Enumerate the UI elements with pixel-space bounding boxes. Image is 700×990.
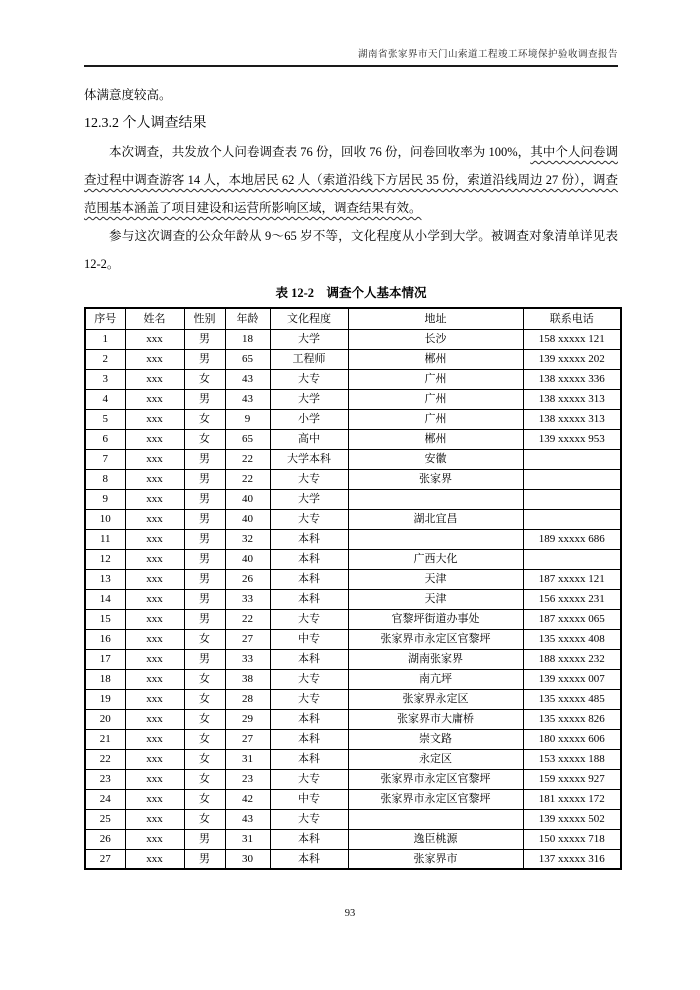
table-cell: 本科 — [270, 649, 348, 669]
table-cell: 187 xxxxx 065 — [523, 609, 621, 629]
table-cell: 本科 — [270, 529, 348, 549]
table-cell: xxx — [125, 829, 184, 849]
table-cell: 女 — [184, 729, 225, 749]
table-cell: 张家界永定区 — [348, 689, 523, 709]
table-cell: 男 — [184, 489, 225, 509]
table-cell: 高中 — [270, 429, 348, 449]
table-cell: xxx — [125, 789, 184, 809]
table-cell: 40 — [225, 509, 270, 529]
table-row — [85, 549, 621, 569]
table-cell: 大学本科 — [270, 449, 348, 469]
table-cell: 湖北宜昌 — [348, 509, 523, 529]
table-cell: 189 xxxxx 686 — [523, 529, 621, 549]
table-cell: 33 — [225, 589, 270, 609]
table-cell: 137 xxxxx 316 — [523, 849, 621, 869]
table-cell: 14 — [85, 589, 125, 609]
table-cell: 40 — [225, 549, 270, 569]
paragraph-survey-stats — [84, 138, 618, 222]
table-cell: 180 xxxxx 606 — [523, 729, 621, 749]
table-cell: 女 — [184, 789, 225, 809]
table-cell: 187 xxxxx 121 — [523, 569, 621, 589]
table-cell: 22 — [85, 749, 125, 769]
table-cell: xxx — [125, 809, 184, 829]
table-cell: 12 — [85, 549, 125, 569]
table-cell: 150 xxxxx 718 — [523, 829, 621, 849]
table-cell: 15 — [85, 609, 125, 629]
table-cell: 官黎坪街道办事处 — [348, 609, 523, 629]
table-row — [85, 769, 621, 789]
table-cell: 男 — [184, 529, 225, 549]
table-cell: 6 — [85, 429, 125, 449]
table-row — [85, 329, 621, 349]
table-cell: 139 xxxxx 953 — [523, 429, 621, 449]
table-cell: 男 — [184, 609, 225, 629]
table-cell: 工程师 — [270, 349, 348, 369]
table-cell: 女 — [184, 669, 225, 689]
table-row — [85, 849, 621, 869]
table-row — [85, 729, 621, 749]
table-cell: 男 — [184, 509, 225, 529]
column-header: 序号 — [85, 308, 125, 329]
table-row — [85, 429, 621, 449]
table-cell: 本科 — [270, 729, 348, 749]
running-header: 湖南省张家界市天门山索道工程竣工环境保护验收调查报告 — [84, 46, 618, 67]
table-row — [85, 529, 621, 549]
table-cell: xxx — [125, 709, 184, 729]
table-cell — [523, 549, 621, 569]
table-cell: 大专 — [270, 769, 348, 789]
paragraph-respondent-profile: 参与这次调查的公众年龄从 9～65 岁不等，文化程度从小学到大学。被调查对象清单详见表 12-2。 — [84, 229, 618, 271]
table-cell: 23 — [225, 769, 270, 789]
table-cell: 18 — [85, 669, 125, 689]
table-cell — [348, 529, 523, 549]
table-cell: 9 — [225, 409, 270, 429]
table-body — [85, 329, 621, 869]
table-row — [85, 589, 621, 609]
column-header: 年龄 — [225, 308, 270, 329]
table-cell: 22 — [225, 449, 270, 469]
table-cell: 大学 — [270, 489, 348, 509]
table-cell: 31 — [225, 829, 270, 849]
table-cell: xxx — [125, 509, 184, 529]
table-cell: 大学 — [270, 389, 348, 409]
table-cell: 广州 — [348, 369, 523, 389]
column-header: 地址 — [348, 308, 523, 329]
continuation-paragraph: 体满意度较高。 — [84, 88, 172, 102]
table-cell: xxx — [125, 629, 184, 649]
table-cell: 天津 — [348, 569, 523, 589]
table-cell: xxx — [125, 369, 184, 389]
table-cell: 逸臣桃源 — [348, 829, 523, 849]
table-cell: 女 — [184, 709, 225, 729]
table-cell: 长沙 — [348, 329, 523, 349]
table-cell: 大专 — [270, 689, 348, 709]
table-cell: 139 xxxxx 502 — [523, 809, 621, 829]
table-cell: xxx — [125, 749, 184, 769]
table-cell: 大专 — [270, 809, 348, 829]
column-header: 性别 — [184, 308, 225, 329]
table-row — [85, 389, 621, 409]
table-row — [85, 349, 621, 369]
table-cell: 男 — [184, 329, 225, 349]
table-row — [85, 689, 621, 709]
table-cell: 188 xxxxx 232 — [523, 649, 621, 669]
table-cell: xxx — [125, 569, 184, 589]
table-row — [85, 409, 621, 429]
table-cell: 男 — [184, 449, 225, 469]
table-cell: 1 — [85, 329, 125, 349]
table-cell: 大专 — [270, 469, 348, 489]
table-cell: xxx — [125, 469, 184, 489]
table-cell — [348, 489, 523, 509]
table-cell: 30 — [225, 849, 270, 869]
table-cell: 33 — [225, 649, 270, 669]
page-content — [84, 82, 618, 870]
table-cell: 181 xxxxx 172 — [523, 789, 621, 809]
table-cell: 156 xxxxx 231 — [523, 589, 621, 609]
table-header-row — [85, 308, 621, 329]
table-cell: 18 — [225, 329, 270, 349]
table-cell: 女 — [184, 749, 225, 769]
table-cell: 135 xxxxx 826 — [523, 709, 621, 729]
table-row — [85, 369, 621, 389]
table-cell: 27 — [85, 849, 125, 869]
table-cell: 男 — [184, 649, 225, 669]
table-cell: 31 — [225, 749, 270, 769]
table-cell: 张家界市 — [348, 849, 523, 869]
table-cell: 本科 — [270, 749, 348, 769]
table-cell — [523, 489, 621, 509]
table-cell: 26 — [85, 829, 125, 849]
table-cell: 大专 — [270, 509, 348, 529]
table-cell: xxx — [125, 689, 184, 709]
table-cell: 138 xxxxx 336 — [523, 369, 621, 389]
table-cell: 女 — [184, 689, 225, 709]
paragraph-survey-stats-normal: 本次调查，共发放个人问卷调查表 76 份，回收 76 份，问卷回收率为 100%， — [109, 145, 531, 159]
table-cell: 29 — [225, 709, 270, 729]
table-cell: 26 — [225, 569, 270, 589]
table-cell: 42 — [225, 789, 270, 809]
table-cell: 7 — [85, 449, 125, 469]
table-cell: 女 — [184, 429, 225, 449]
table-cell: 43 — [225, 389, 270, 409]
table-cell: 男 — [184, 569, 225, 589]
column-header: 联系电话 — [523, 308, 621, 329]
table-cell: 38 — [225, 669, 270, 689]
table-cell: xxx — [125, 609, 184, 629]
table-cell: 男 — [184, 849, 225, 869]
page-number: 93 — [344, 908, 356, 919]
table-row — [85, 609, 621, 629]
table-cell: 郴州 — [348, 429, 523, 449]
table-caption: 表 12-2 调查个人基本情况 — [275, 286, 427, 300]
table-cell: 135 xxxxx 408 — [523, 629, 621, 649]
table-cell: xxx — [125, 669, 184, 689]
table-cell: 本科 — [270, 569, 348, 589]
table-cell: 159 xxxxx 927 — [523, 769, 621, 789]
table-cell: 本科 — [270, 849, 348, 869]
table-cell: 本科 — [270, 709, 348, 729]
table-cell: 大专 — [270, 369, 348, 389]
table-cell: 女 — [184, 409, 225, 429]
table-cell: 65 — [225, 349, 270, 369]
table-cell: 湖南张家界 — [348, 649, 523, 669]
table-cell: 135 xxxxx 485 — [523, 689, 621, 709]
table-cell: xxx — [125, 529, 184, 549]
table-cell: 女 — [184, 809, 225, 829]
table-cell: 中专 — [270, 789, 348, 809]
table-cell: 张家界市永定区官黎坪 — [348, 789, 523, 809]
table-cell: 天津 — [348, 589, 523, 609]
table-row — [85, 509, 621, 529]
table-cell: 43 — [225, 809, 270, 829]
table-cell: 153 xxxxx 188 — [523, 749, 621, 769]
table-cell: xxx — [125, 349, 184, 369]
table-cell: 男 — [184, 469, 225, 489]
table-row — [85, 629, 621, 649]
table-cell: xxx — [125, 729, 184, 749]
table-cell: 16 — [85, 629, 125, 649]
table-cell — [523, 509, 621, 529]
table-row — [85, 489, 621, 509]
table-cell: 22 — [225, 469, 270, 489]
table-cell: 28 — [225, 689, 270, 709]
table-cell: 南亢坪 — [348, 669, 523, 689]
table-cell: 8 — [85, 469, 125, 489]
table-cell: 本科 — [270, 589, 348, 609]
table-cell: 男 — [184, 829, 225, 849]
table-cell: 19 — [85, 689, 125, 709]
table-cell: 大专 — [270, 609, 348, 629]
table-cell: 11 — [85, 529, 125, 549]
table-cell: xxx — [125, 589, 184, 609]
table-row — [85, 809, 621, 829]
table-cell: 25 — [85, 809, 125, 829]
table-cell: 女 — [184, 769, 225, 789]
survey-table — [84, 307, 622, 870]
table-cell: xxx — [125, 429, 184, 449]
table-cell: 本科 — [270, 829, 348, 849]
table-cell: 本科 — [270, 549, 348, 569]
table-cell: 10 — [85, 509, 125, 529]
table-cell: 张家界 — [348, 469, 523, 489]
table-cell: 24 — [85, 789, 125, 809]
table-cell: 大专 — [270, 669, 348, 689]
table-cell: 安徽 — [348, 449, 523, 469]
table-cell: 139 xxxxx 202 — [523, 349, 621, 369]
table-cell: 张家界市永定区官黎坪 — [348, 629, 523, 649]
table-row — [85, 709, 621, 729]
table-cell: 22 — [225, 609, 270, 629]
table-cell: 崇文路 — [348, 729, 523, 749]
table-cell: 21 — [85, 729, 125, 749]
table-cell: xxx — [125, 409, 184, 429]
table-cell: 郴州 — [348, 349, 523, 369]
paragraph-survey-stats-underlined: 其中个人问卷调查过程中调查游客 14 人，本地居民 62 人（索道沿线下方居民 35 份，索道沿线周边 27 份），调查范围基本涵盖了项目建设和运营所影响区域，调查结果有效。 — [84, 145, 618, 215]
table-row — [85, 569, 621, 589]
table-row — [85, 449, 621, 469]
table-cell: 23 — [85, 769, 125, 789]
table-cell: 139 xxxxx 007 — [523, 669, 621, 689]
table-cell: xxx — [125, 769, 184, 789]
table-cell: xxx — [125, 329, 184, 349]
table-cell: 广西大化 — [348, 549, 523, 569]
table-cell: 张家界市大庸桥 — [348, 709, 523, 729]
table-cell: 9 — [85, 489, 125, 509]
table-cell: 138 xxxxx 313 — [523, 409, 621, 429]
table-cell: 女 — [184, 369, 225, 389]
table-cell: 158 xxxxx 121 — [523, 329, 621, 349]
table-cell — [523, 449, 621, 469]
table-cell: 小学 — [270, 409, 348, 429]
table-cell: 中专 — [270, 629, 348, 649]
table-cell: 广州 — [348, 409, 523, 429]
table-cell: 张家界市永定区官黎坪 — [348, 769, 523, 789]
table-cell: 广州 — [348, 389, 523, 409]
table-cell: 27 — [225, 629, 270, 649]
column-header: 文化程度 — [270, 308, 348, 329]
table-cell: xxx — [125, 389, 184, 409]
table-cell: 3 — [85, 369, 125, 389]
table-cell: 女 — [184, 629, 225, 649]
table-cell: xxx — [125, 489, 184, 509]
table-cell: 4 — [85, 389, 125, 409]
table-cell: 65 — [225, 429, 270, 449]
table-row — [85, 749, 621, 769]
table-row — [85, 829, 621, 849]
column-header: 姓名 — [125, 308, 184, 329]
table-cell: xxx — [125, 449, 184, 469]
table-cell: 男 — [184, 349, 225, 369]
table-cell: 43 — [225, 369, 270, 389]
table-cell: xxx — [125, 849, 184, 869]
table-cell — [348, 809, 523, 829]
table-cell: 27 — [225, 729, 270, 749]
table-cell: 32 — [225, 529, 270, 549]
table-cell: 17 — [85, 649, 125, 669]
table-cell: xxx — [125, 549, 184, 569]
table-cell: 男 — [184, 549, 225, 569]
table-row — [85, 649, 621, 669]
table-cell: 大学 — [270, 329, 348, 349]
table-row — [85, 669, 621, 689]
table-cell: 40 — [225, 489, 270, 509]
table-cell: 男 — [184, 589, 225, 609]
table-cell: 138 xxxxx 313 — [523, 389, 621, 409]
table-cell: 5 — [85, 409, 125, 429]
table-row — [85, 789, 621, 809]
table-cell: 男 — [184, 389, 225, 409]
table-cell: 2 — [85, 349, 125, 369]
table-cell: 永定区 — [348, 749, 523, 769]
table-row — [85, 469, 621, 489]
section-heading: 12.3.2 个人调查结果 — [84, 116, 207, 131]
table-cell: xxx — [125, 649, 184, 669]
table-cell: 13 — [85, 569, 125, 589]
table-cell: 20 — [85, 709, 125, 729]
table-cell — [523, 469, 621, 489]
